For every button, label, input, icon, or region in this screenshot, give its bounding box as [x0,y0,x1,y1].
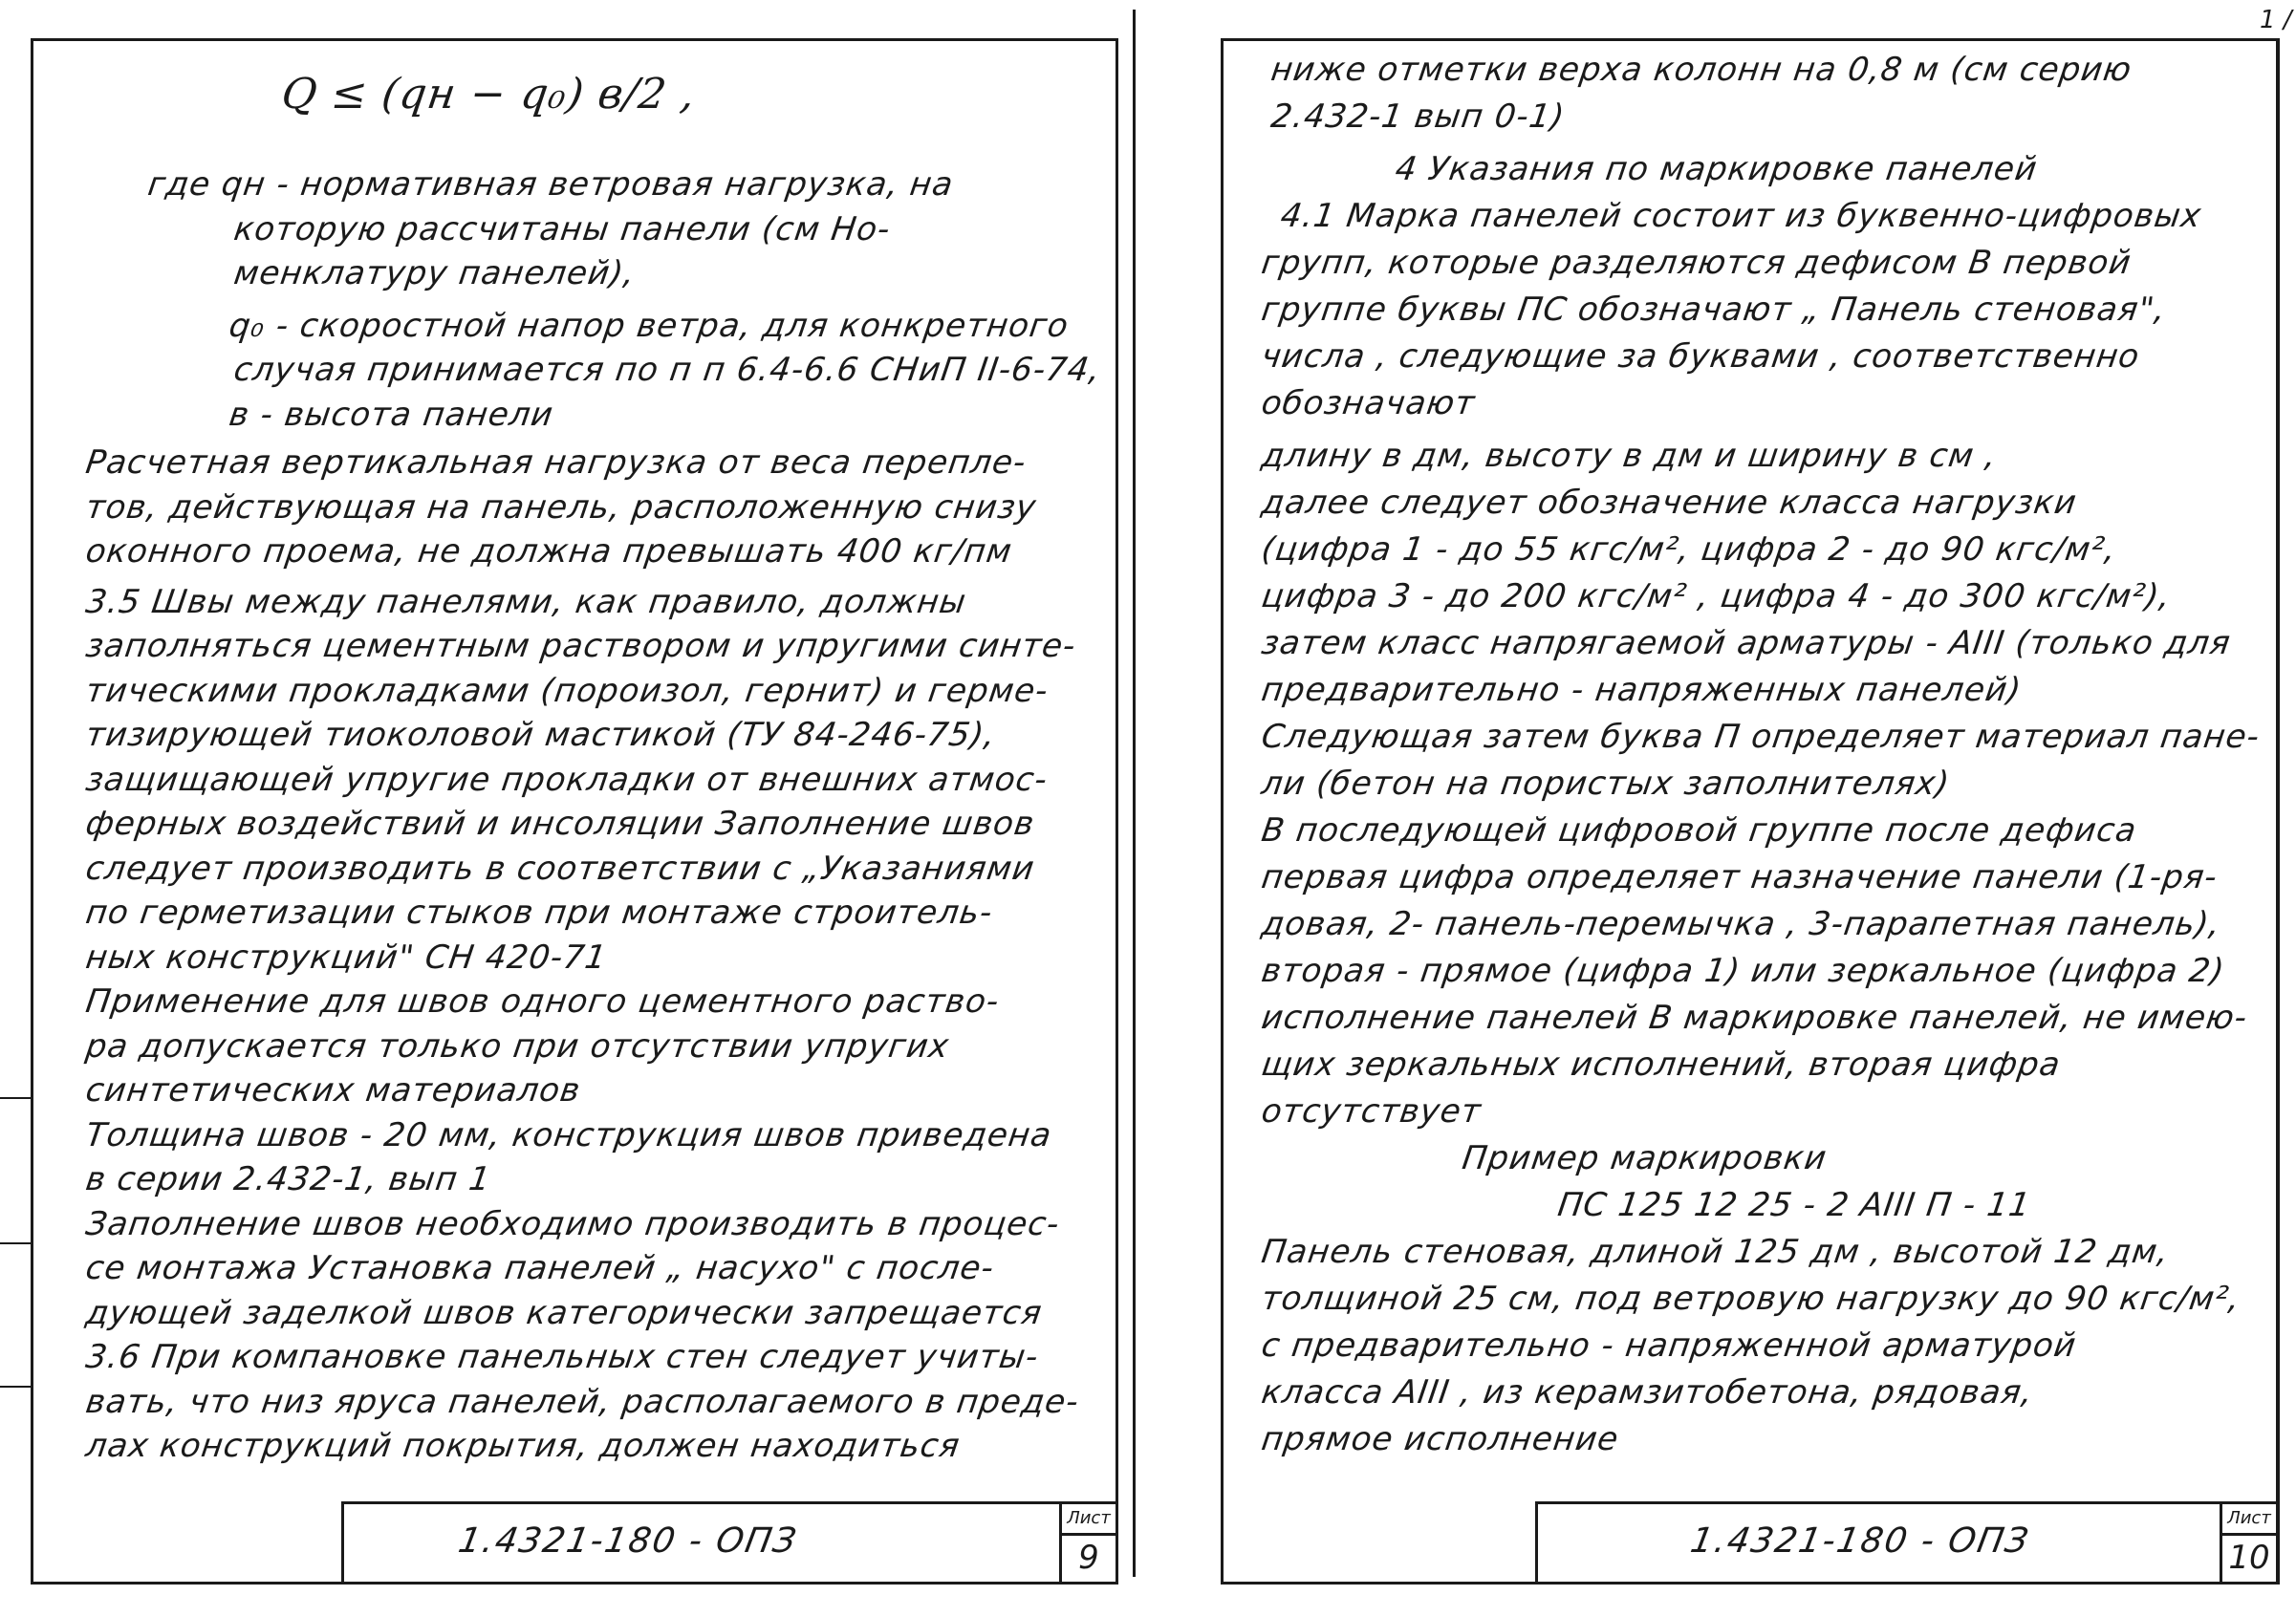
text-line: прямое исполнение [1259,1420,1622,1458]
sheet-left [31,38,1118,1585]
sheet-number: 10 [2228,1539,2270,1577]
text-line: (цифра 1 - до 55 кгс/м², цифра 2 - до 90 кгс/м², [1259,530,2119,569]
text-line: в - высота панели [227,395,556,434]
text-line: ли (бетон на пористых заполнителях) [1259,765,1953,803]
text-line: вторая - прямое (цифра 1) или зеркальное (цифра 2) [1259,952,2228,990]
text-line: отсутствует [1259,1092,1484,1131]
text-line: менклатуру панелей), [231,254,639,292]
text-line: ных конструкций" СН 420-71 [83,938,610,977]
document-code: 1.4321-180 - ОПЗ [1687,1521,2033,1561]
text-line: цифра 3 - до 200 кгс/м² , цифра 4 - до 300 кгс/м²), [1259,577,2174,615]
text-line: заполняться цементным раствором и упругими синте- [83,627,1079,665]
text-line: q₀ - скоростной напор ветра, для конкретного [227,306,1072,345]
sheet-label: Лист [1062,1504,1116,1536]
text-line: Расчетная вертикальная нагрузка от веса перепле- [83,443,1029,482]
binding-tick [0,1386,31,1388]
text-line: ра допускается только при отсутствии упругих [83,1026,952,1066]
text-line: тов, действующая на панель, расположенную снизу [83,487,1039,527]
text-line: ниже отметки верха колонн на 0,8 м (см серию [1268,51,2134,89]
text-line: числа , следующие за буквами , соответственно [1259,337,2143,376]
text-line: оконного проема, не должна превышать 400 кг/пм [83,532,1015,571]
text-line: вать, что низ яруса панелей, располагаемого в преде- [83,1382,1082,1421]
text-line: синтетических материалов [83,1071,584,1110]
binding-tick [0,1242,31,1244]
text-line: Толщина швов - 20 мм, конструкция швов приведена [83,1115,1054,1154]
text-line: Следующая затем буква П определяет материал пане- [1259,718,2263,756]
text-line: следует производить в соответствии с „Указаниями [83,849,1038,888]
text-line: обозначают [1259,384,1478,422]
text-line: ферных воздействий и инсоляции Заполнение швов [83,805,1038,843]
text-line: Панель стеновая, длиной 125 дм , высотой 12 дм, [1259,1233,2172,1271]
text-line: 3.6 При компановке панельных стен следует учиты- [83,1338,1042,1376]
text-line: которую рассчитаны панели (см Но- [231,209,894,248]
text-line: с предварительно - напряженной арматурой [1259,1326,2079,1365]
text-line: 3.5 Швы между панелями, как правило, должны [83,582,969,621]
text-line: Пример маркировки [1460,1139,1830,1177]
page-divider [1133,10,1136,1577]
text-line: исполнение панелей В маркировке панелей, не имею- [1259,999,2250,1037]
text-line: затем класс напрягаемой арматуры - АIII (только для [1259,624,2234,662]
text-line: в серии 2.432-1, вып 1 [83,1160,494,1198]
text-line: где qн - нормативная ветровая нагрузка, на [145,165,957,204]
text-line: групп, которые разделяются дефисом В первой [1259,244,2134,282]
document-code: 1.4321-180 - ОПЗ [455,1521,801,1561]
text-line: предварительно - напряженных панелей) [1259,671,2025,709]
text-line: 4.1 Марка панелей состоит из буквенно-цифровых [1278,197,2204,235]
text-line: первая цифра определяет назначение панели (1-ря- [1259,858,2220,896]
text-line: далее следует обозначение класса нагрузки [1259,484,2080,522]
text-line: группе буквы ПС обозначают „ Панель стеновая", [1259,291,2169,329]
text-line: случая принимается по п п 6.4-6.6 СНиП II-6-74, [231,351,1104,389]
text-line: класса АIII , из керамзитобетона, рядовая, [1259,1373,2036,1412]
binding-tick [0,1097,31,1099]
text-line: Применение для швов одного цементного раство- [83,982,1003,1021]
text-line: 4 Указания по маркировке панелей [1393,150,2041,188]
corner-mark: 1 / [2260,6,2292,34]
text-line: защищающей упругие прокладки от внешних атмос- [83,760,1051,799]
sheet-label: Лист [2222,1504,2276,1536]
sheet-number-cell [2220,1504,2276,1582]
text-line: щих зеркальных исполнений, вторая цифра [1259,1046,2064,1084]
text-line: се монтажа Установка панелей „ насухо" с после- [83,1249,997,1287]
text-line: длину в дм, высоту в дм и ширину в см , [1259,437,2000,475]
text-line: по герметизации стыков при монтаже строитель- [83,894,996,932]
text-line: тическими прокладками (пороизол, гернит) и герме- [83,671,1051,710]
formula: Q ≤ (qн − q₀) в/2 , [278,70,700,119]
text-line: 2.432-1 вып 0-1) [1268,97,1568,136]
sheet-number-cell [1059,1504,1116,1582]
sheet-right [1221,38,2280,1585]
text-line: ПС 125 12 25 - 2 АIII П - 11 [1555,1186,2034,1224]
text-line: тизирующей тиоколовой мастикой (ТУ 84-246-75), [83,716,999,754]
title-block-left [341,1501,1116,1582]
text-line: довая, 2- панель-перемычка , 3-парапетная панель), [1259,905,2223,943]
text-line: В последующей цифровой группе после дефиса [1259,811,2139,850]
text-line: Заполнение швов необходимо производить в процес- [83,1204,1063,1243]
text-line: лах конструкций покрытия, должен находиться [83,1427,963,1465]
text-line: дующей заделкой швов категорически запрещается [83,1293,1045,1332]
text-line: толщиной 25 см, под ветровую нагрузку до 90 кгс/м², [1259,1280,2243,1318]
title-block-right [1535,1501,2276,1582]
sheet-number: 9 [1078,1539,1099,1577]
